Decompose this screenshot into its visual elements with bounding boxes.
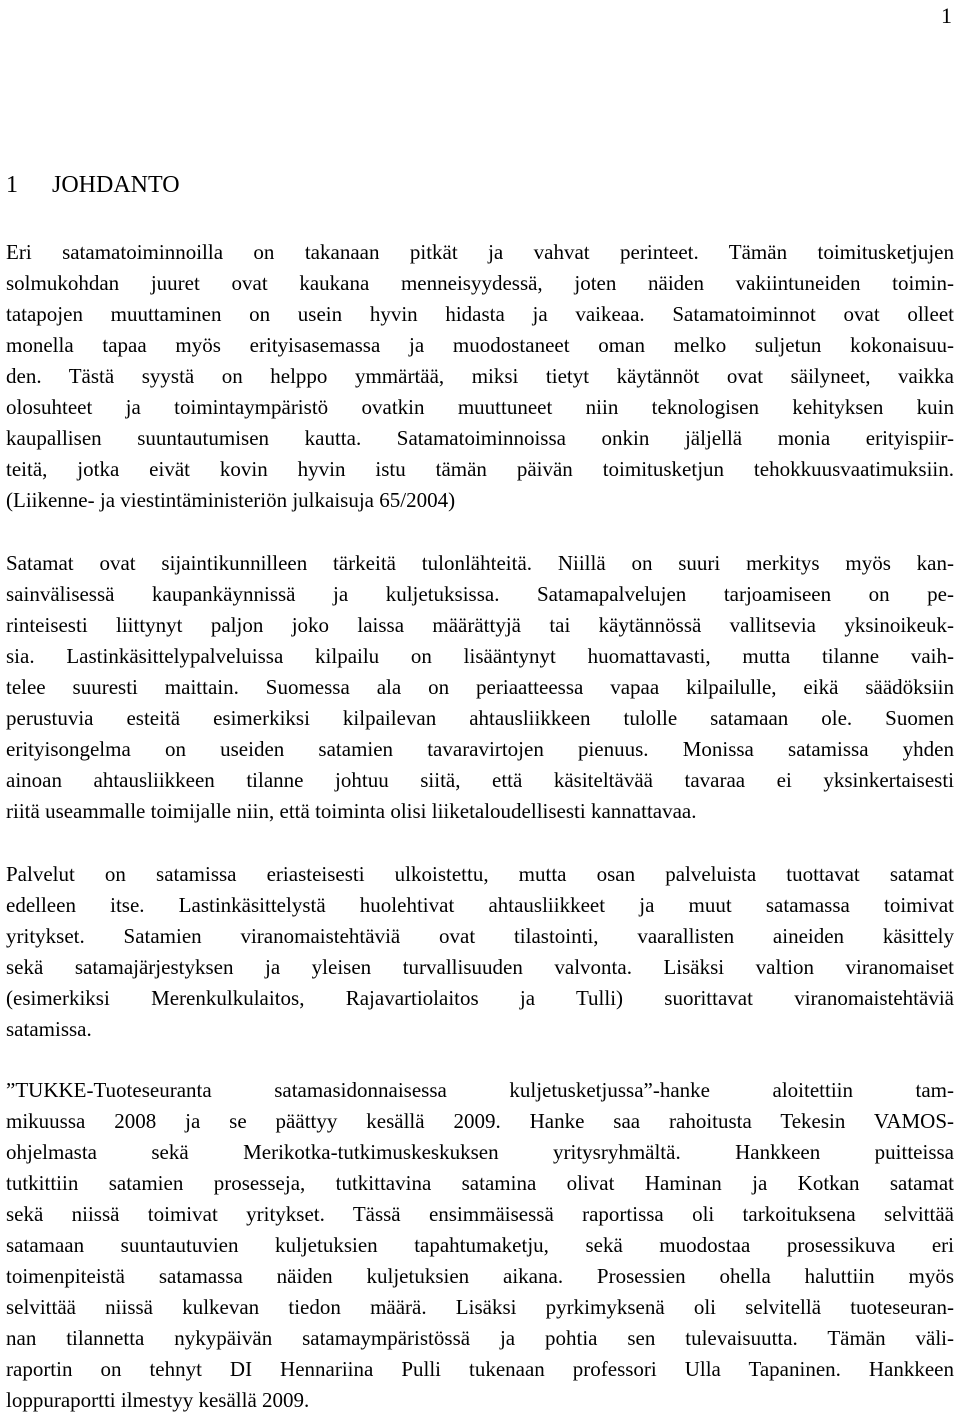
text-line: satamissa. — [6, 1017, 92, 1041]
text-line: solmukohdan juuret ovat kaukana menneisyydessä, joten näiden vakiintuneiden toimin- — [6, 271, 954, 295]
page-number: 1 — [941, 3, 952, 28]
text-line: mikuussa 2008 ja se päättyy kesällä 2009. Hanke saa rahoitusta Tekesin VAMOS- — [6, 1109, 954, 1133]
text-line: tutkittiin satamien prosesseja, tutkittavina satamina olivat Haminan ja Kotkan satamat — [6, 1171, 954, 1195]
paragraph — [6, 548, 954, 827]
text-line: kaupallisen suuntautumisen kautta. Satamatoiminnoissa onkin jäljellä monia erityispiir- — [6, 426, 954, 450]
text-line: ”TUKKE-Tuoteseuranta satamasidonnaisessa kuljetusketjussa”-hanke aloitettiin tam- — [6, 1078, 954, 1102]
text-line: olosuhteet ja toimintaympäristö ovatkin muuttuneet niin teknologisen kehityksen kuin — [6, 395, 954, 419]
text-line: selvittää niissä kulkevan tiedon määrä. Lisäksi pyrkimyksenä oli selvitellä tuoteseuran- — [6, 1295, 954, 1319]
paragraph — [6, 859, 954, 1045]
text-line: Palvelut on satamissa eriasteisesti ulkoistettu, mutta osan palveluista tuottavat satamat — [6, 862, 954, 886]
text-line: rinteisesti liittynyt paljon joko laissa määrättyjä tai käytännössä vallitsevia yksinoikeuk- — [6, 613, 954, 637]
text-line: sekä satamajärjestyksen ja yleisen turvallisuuden valvonta. Lisäksi valtion viranomaiset — [6, 955, 954, 979]
text-line: telee suuresti maittain. Suomessa ala on periaatteessa vapaa kilpailulle, eikä säädöksiin — [6, 675, 954, 699]
text-line: edelleen itse. Lastinkäsittelystä huolehtivat ahtausliikkeet ja muut satamassa toimivat — [6, 893, 954, 917]
text-line: loppuraportti ilmestyy kesällä 2009. — [6, 1388, 310, 1412]
paragraph — [6, 237, 954, 516]
text-line: erityisongelma on useiden satamien tavaravirtojen pienuus. Monissa satamissa yhden — [6, 737, 954, 761]
text-line: riitä useammalle toimijalle niin, että toiminta olisi liiketaloudellisesti kannattavaa. — [6, 799, 697, 823]
text-line: satamaan suuntautuvien kuljetuksien tapahtumaketju, sekä muodostaa prosessikuva eri — [6, 1233, 954, 1257]
text-line: sia. Lastinkäsittelypalveluissa kilpailu on lisääntynyt huomattavasti, mutta tilanne vaih- — [6, 644, 954, 668]
text-line: sekä niissä toimivat yritykset. Tässä ensimmäisessä raportissa oli tarkoituksena selvittää — [6, 1202, 954, 1226]
section-number: 1 — [6, 172, 18, 198]
section-heading — [6, 170, 180, 200]
text-line: raportin on tehnyt DI Hennariina Pulli tukenaan professori Ulla Tapaninen. Hankkeen — [6, 1357, 954, 1381]
text-line: monella tapaa myös erityisasemassa ja muodostaneet oman melko suljetun kokonaisuu- — [6, 333, 954, 357]
text-line: den. Tästä syystä on helppo ymmärtää, miksi tietyt käytännöt ovat säilyneet, vaikka — [6, 364, 954, 388]
text-line: perustuvia esteitä esimerkiksi kilpailevan ahtausliikkeen tulolle satamaan ole. Suomen — [6, 706, 954, 730]
text-line: sainvälisessä kaupankäynnissä ja kuljetuksissa. Satamapalvelujen tarjoamiseen on pe- — [6, 582, 954, 606]
text-line: (esimerkiksi Merenkulkulaitos, Rajavartiolaitos ja Tulli) suorittavat viranomaistehtäviä — [6, 986, 954, 1010]
text-line: ainoan ahtausliikkeen tilanne johtuu siitä, että käsiteltävää tavaraa ei yksinkertaisesti — [6, 768, 954, 792]
text-line: yritykset. Satamien viranomaistehtäviä ovat tilastointi, vaarallisten aineiden käsittely — [6, 924, 954, 948]
paragraph — [6, 1075, 954, 1416]
section-title: JOHDANTO — [52, 172, 180, 198]
text-line: teitä, jotka eivät kovin hyvin istu tämän päivän toimitusketjun tehokkuusvaatimuksiin. — [6, 457, 954, 481]
text-line: ohjelmasta sekä Merikotka-tutkimuskeskuksen yritysryhmältä. Hankkeen puitteissa — [6, 1140, 954, 1164]
text-line: toimenpiteistä satamassa näiden kuljetuksien aikana. Prosessien ohella haluttiin myös — [6, 1264, 954, 1288]
text-line: Eri satamatoiminnoilla on takanaan pitkät ja vahvat perinteet. Tämän toimitusketjujen — [6, 240, 954, 264]
text-line: Satamat ovat sijaintikunnilleen tärkeitä tulonlähteitä. Niillä on suuri merkitys myös kan- — [6, 551, 954, 575]
text-line: nan tilannetta nykypäivän satamaympäristössä ja pohtia sen tulevaisuutta. Tämän väli- — [6, 1326, 954, 1350]
text-line: (Liikenne- ja viestintäministeriön julkaisuja 65/2004) — [6, 488, 456, 512]
text-line: tatapojen muuttaminen on usein hyvin hidasta ja vaikeaa. Satamatoiminnot ovat olleet — [6, 302, 954, 326]
